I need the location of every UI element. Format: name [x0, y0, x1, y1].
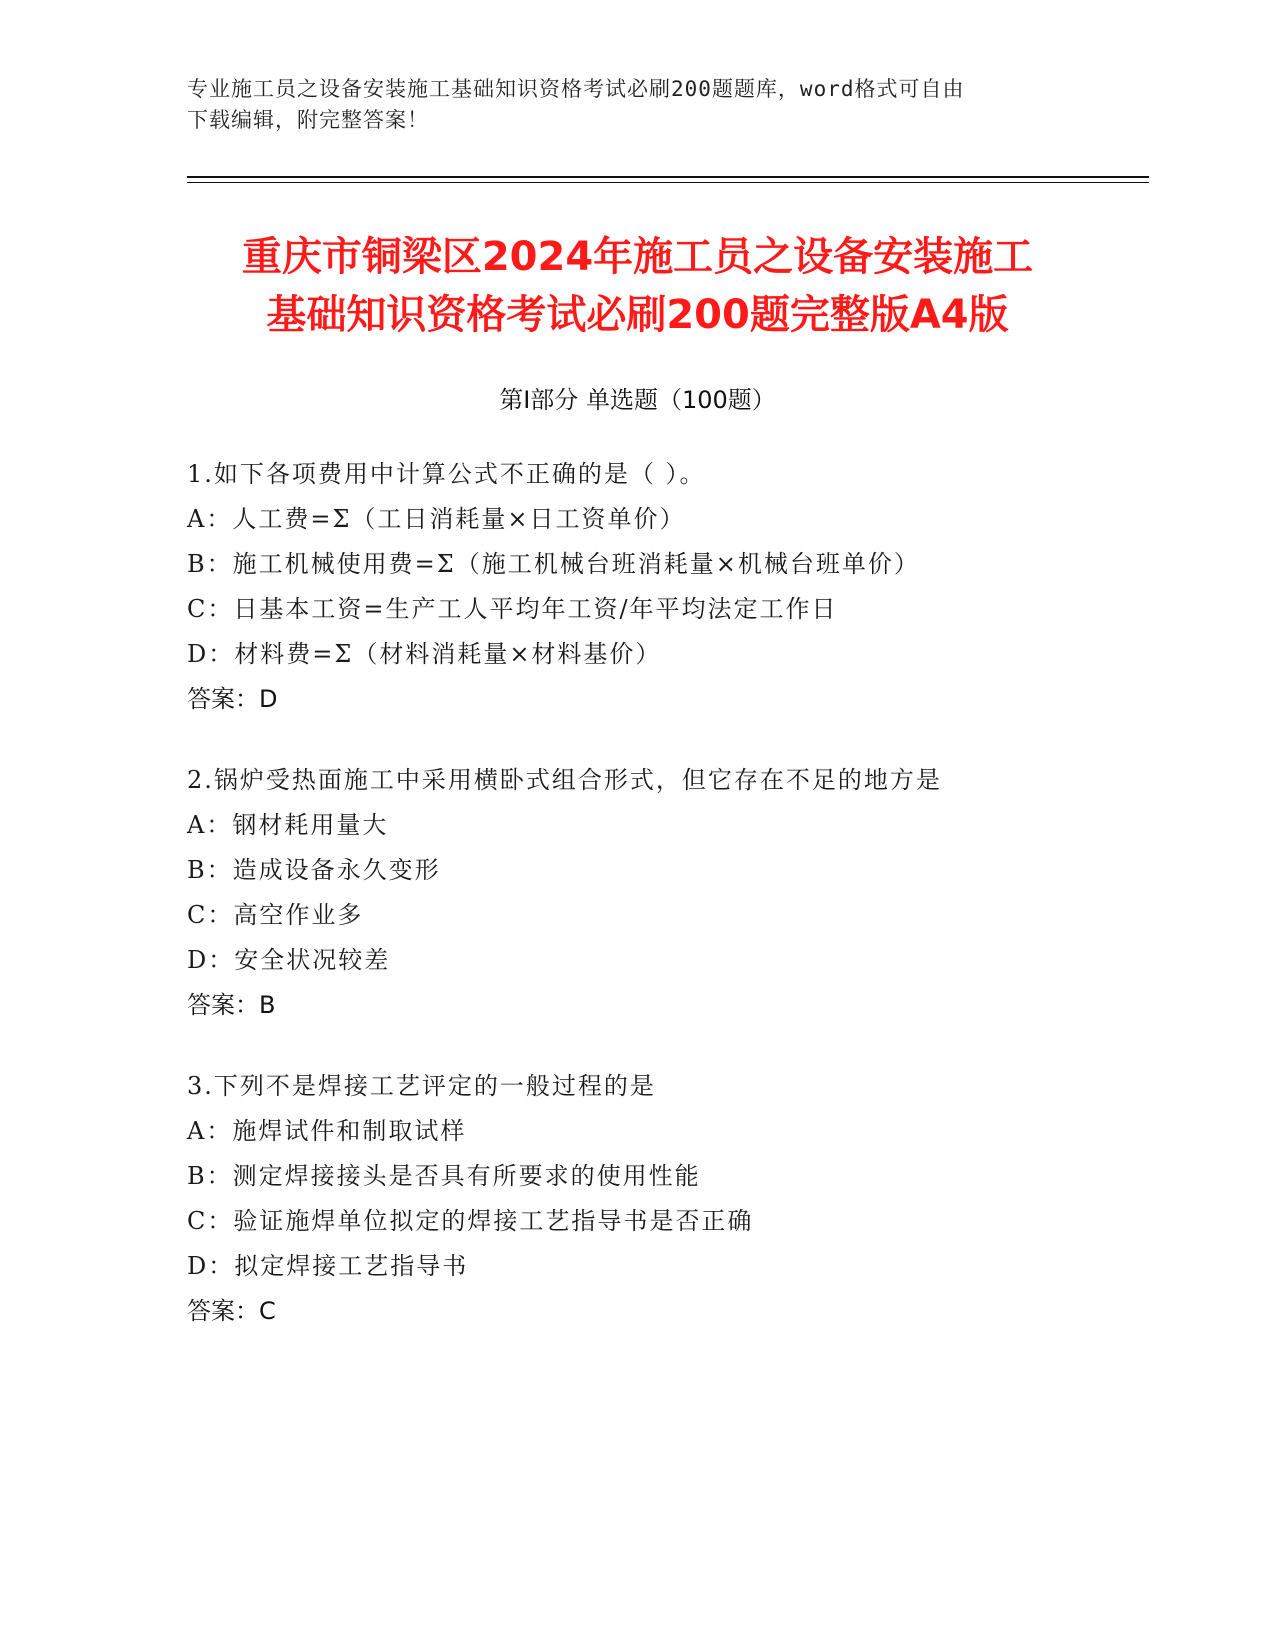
document-title-line-1: 重庆市铜梁区2024年施工员之设备安装施工: [241, 234, 1034, 280]
document-title-line-2: 基础知识资格考试必刷200题完整版A4版: [266, 292, 1009, 338]
option-a: A：施焊试件和制取试样: [187, 1117, 467, 1145]
header-divider-thin: [187, 182, 1149, 183]
option-b: B：造成设备永久变形: [187, 856, 441, 884]
option-d: D：安全状况较差: [187, 946, 391, 974]
option-b: B：测定焊接接头是否具有所要求的使用性能: [187, 1162, 701, 1190]
option-d: D：拟定焊接工艺指导书: [187, 1252, 469, 1280]
question-1: [187, 452, 1147, 722]
question-stem: 3.下列不是焊接工艺评定的一般过程的是: [187, 1072, 656, 1100]
question-stem: 2.锅炉受热面施工中采用横卧式组合形式，但它存在不足的地方是: [187, 766, 942, 794]
option-c: C：高空作业多: [187, 901, 364, 929]
question-2: [187, 758, 1147, 1028]
option-a: A：钢材耗用量大: [187, 811, 389, 839]
answer: 答案：C: [187, 1297, 276, 1325]
header-note-line-1: 专业施工员之设备安装施工基础知识资格考试必刷200题题库，word格式可自由: [187, 77, 965, 101]
header-note: [187, 74, 1087, 136]
section-heading: 第Ⅰ部分 单选题（100题）: [499, 386, 776, 414]
option-b: B：施工机械使用费=Σ（施工机械台班消耗量×机械台班单价）: [187, 550, 920, 578]
document-title: [140, 228, 1135, 344]
option-c: C：验证施焊单位拟定的焊接工艺指导书是否正确: [187, 1207, 754, 1235]
option-c: C：日基本工资=生产工人平均年工资/年平均法定工作日: [187, 595, 838, 623]
question-3: [187, 1064, 1147, 1334]
header-divider-thick: [187, 176, 1149, 178]
option-d: D：材料费=Σ（材料消耗量×材料基价）: [187, 640, 662, 668]
question-stem: 1.如下各项费用中计算公式不正确的是（ ）。: [187, 460, 706, 488]
answer: 答案：B: [187, 991, 276, 1019]
answer: 答案：D: [187, 685, 278, 713]
option-a: A：人工费=Σ（工日消耗量×日工资单价）: [187, 505, 686, 533]
header-note-line-2: 下载编辑，附完整答案！: [187, 108, 429, 132]
